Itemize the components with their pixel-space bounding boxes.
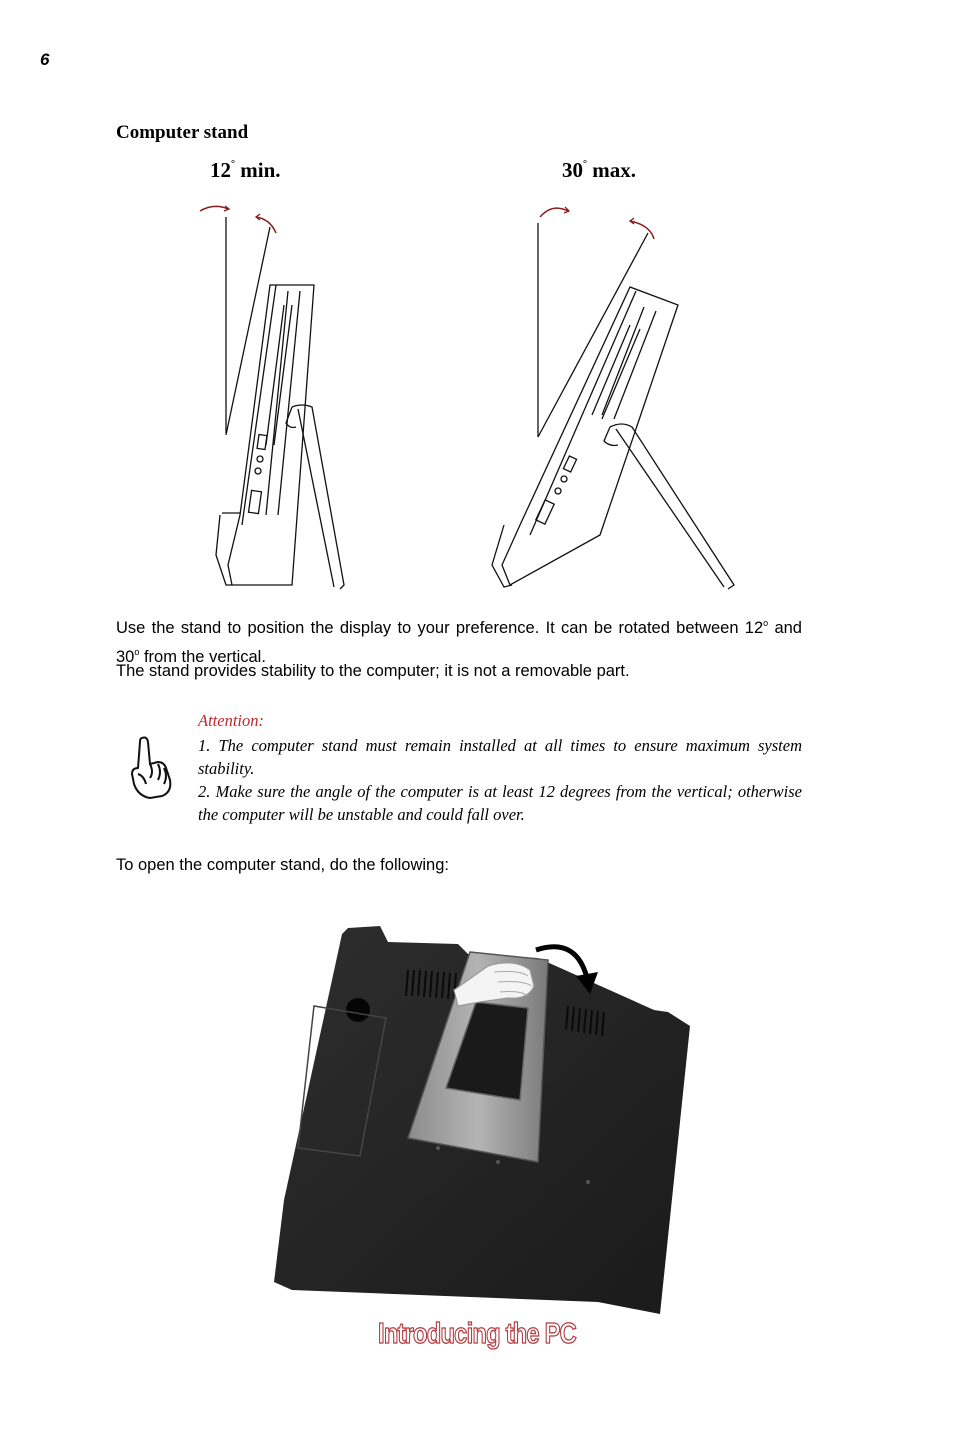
angle-min-value: 12	[210, 158, 231, 182]
degree-symbol: °	[583, 159, 587, 170]
pointing-hand-icon	[128, 734, 174, 800]
monitor-body	[216, 285, 314, 585]
description-text-c: from the vertical.	[139, 648, 266, 666]
attention-item-2: 2. Make sure the angle of the computer is at least 12 degrees from the vertical; otherwise the computer will be unstable and could fall over.	[198, 782, 802, 824]
stand-leg	[286, 405, 344, 589]
footer-chapter-title: Introducing the PC	[378, 1318, 576, 1350]
angle-min-text: min.	[235, 158, 281, 182]
open-stand-instruction: To open the computer stand, do the following:	[116, 856, 449, 874]
angle-max-label	[562, 158, 636, 183]
side-view-max-illustration	[480, 195, 760, 605]
side-view-min-illustration	[180, 195, 380, 605]
degree-symbol: o	[134, 647, 140, 657]
rotation-arrow-icon	[540, 208, 568, 217]
tilt-reference-line	[538, 233, 648, 437]
angle-min-label	[210, 158, 281, 183]
degree-symbol: °	[231, 159, 235, 170]
monitor-body	[492, 287, 678, 587]
page-number: 6	[40, 50, 50, 69]
attention-item-1: 1. The computer stand must remain installed at all times to ensure maximum system stability.	[198, 736, 802, 778]
angle-max-text: max.	[587, 158, 636, 182]
section-heading: Computer stand	[116, 122, 249, 143]
description-text-a: Use the stand to position the display to your preference. It can be rotated between 12	[116, 619, 764, 637]
attention-title: Attention:	[198, 711, 264, 730]
description-text-b: and 30	[116, 619, 802, 666]
back-view-illustration	[258, 910, 706, 1314]
angle-max-value: 30	[562, 158, 583, 182]
stability-note: The stand provides stability to the computer; it is not a removable part.	[116, 662, 630, 680]
degree-symbol: o	[763, 618, 769, 628]
rotation-arrow-icon	[200, 206, 228, 211]
stand-leg	[604, 424, 734, 589]
